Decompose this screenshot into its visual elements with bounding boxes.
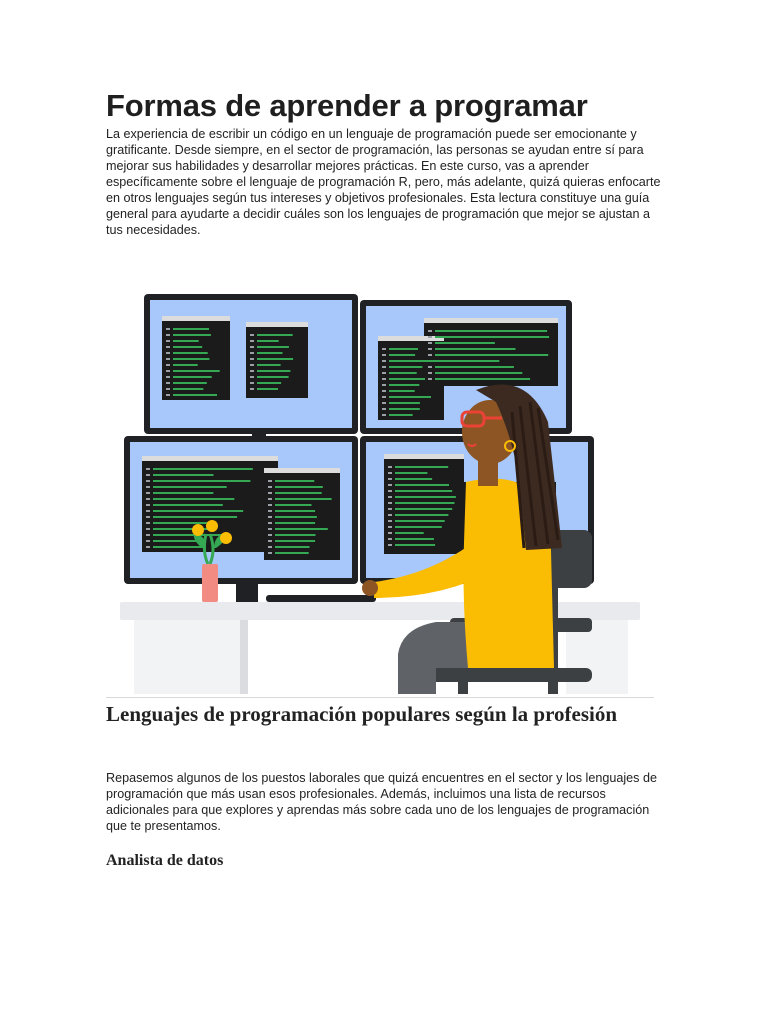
keyboard	[266, 595, 376, 602]
subheading: Analista de datos	[106, 852, 224, 869]
section-divider	[106, 697, 654, 698]
intro-paragraph: La experiencia de escribir un código en un lenguaje de programación puede ser emocionante y gratificante. Desde siempre, en el sector de programación, las personas se ayudan entre sí para mejorar sus habilidades y desarrollar mejores prácticas. En este curso, vas a aprender específicamente sobre el lenguaje de programación R, pero, más adelante, quizá quieras enfocarte en otros lenguajes según tus intereses y objetivos profesionales. Esta lectura constituye una guía general para ayudarte a decidir cuáles son los lenguajes de programación que mejor se ajustan a tus necesidades.	[106, 127, 661, 237]
page-title: Formas de aprender a programar	[106, 88, 588, 123]
section-paragraph: Repasemos algunos de los puestos laborales que quizá encuentres en el sector y los lenguajes de programación que más usan esos profesionales. Además, incluimos una lista de recursos adicionales para que explores y aprendas más sobre cada uno de los lenguajes de programación que te presentamos.	[106, 771, 657, 833]
programmer-at-desk-illustration	[106, 282, 654, 694]
section-heading: Lenguajes de programación populares según la profesión	[106, 702, 618, 726]
